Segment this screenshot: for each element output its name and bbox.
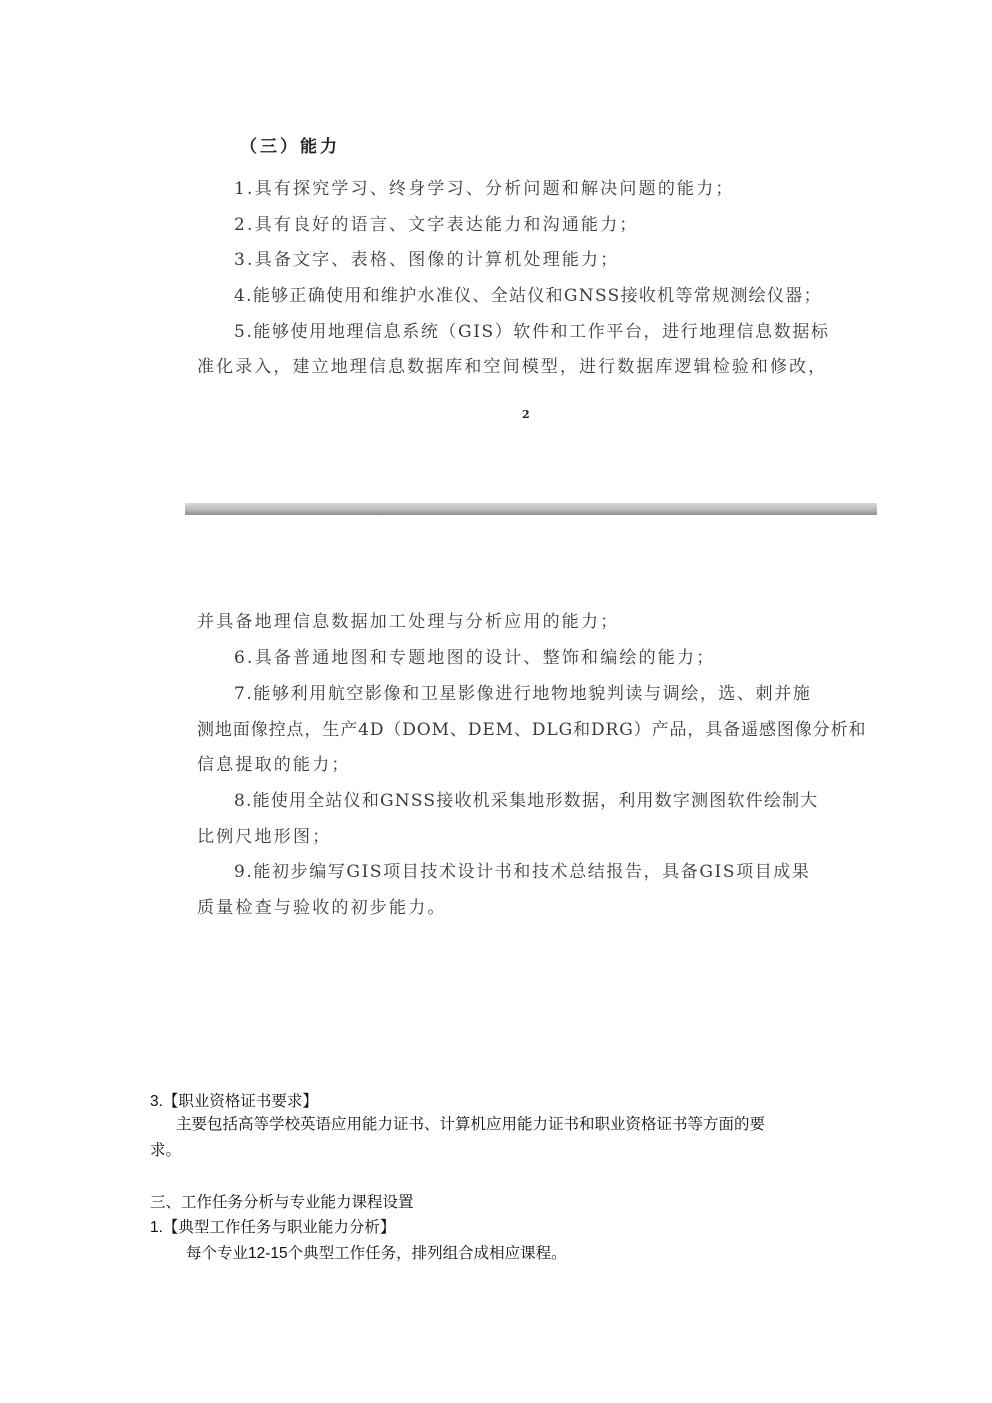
- ability-item-9-line-1: 9.能初步编写GIS项目技术设计书和技术总结报告，具备GIS项目成果: [234, 862, 811, 882]
- ability-item-5-line-2: 准化录入，建立地理信息数据库和空间模型，进行数据库逻辑检验和修改，: [197, 357, 828, 377]
- ability-item-9-line-2: 质量检查与验收的初步能力。: [197, 898, 447, 918]
- page-number: 2: [522, 408, 530, 421]
- ability-item-7-line-3: 信息提取的能力；: [197, 755, 351, 775]
- chapter-heading: 三、工作任务分析与专业能力课程设置: [150, 1194, 414, 1211]
- ability-item-5-line-3: 并具备地理信息数据加工处理与分析应用的能力；: [197, 612, 620, 632]
- ability-item-7-line-2: 测地面像控点，生产4D（DOM、DEM、DLG和DRG）产品，具备遥感图像分析和: [197, 720, 867, 740]
- ability-item-8-line-2: 比例尺地形图；: [197, 827, 332, 847]
- ability-item-7-line-1: 7.能够利用航空影像和卫星影像进行地物地貌判读与调绘，选、刺并施: [234, 684, 812, 704]
- ability-item-8-line-1: 8.能使用全站仪和GNSS接收机采集地形数据，利用数字测图软件绘制大: [234, 791, 819, 811]
- cert-requirements-body-line-2: 求。: [150, 1142, 182, 1159]
- ability-item-5-line-1: 5.能够使用地理信息系统（GIS）软件和工作平台，进行地理信息数据标: [234, 322, 830, 342]
- section-heading-ability: （三）能力: [240, 137, 340, 157]
- ability-item-2: 2.具有良好的语言、文字表达能力和沟通能力；: [234, 215, 639, 235]
- task-analysis-body: 每个专业12-15个典型工作任务，排列组合成相应课程。: [186, 1245, 567, 1262]
- ability-item-4: 4.能够正确使用和维护水准仪、全站仪和GNSS接收机等常规测绘仪器；: [234, 286, 822, 306]
- page-divider: [185, 503, 877, 515]
- ability-item-1: 1.具有探究学习、终身学习、分析问题和解决问题的能力；: [234, 179, 735, 199]
- cert-requirements-heading: 3.【职业资格证书要求】: [150, 1093, 318, 1110]
- ability-item-6: 6.具备普通地图和专题地图的设计、整饰和编绘的能力；: [234, 648, 716, 668]
- cert-requirements-body-line-1: 主要包括高等学校英语应用能力证书、计算机应用能力证书和职业资格证书等方面的要: [176, 1116, 766, 1133]
- ability-item-3: 3.具备文字、表格、图像的计算机处理能力；: [234, 250, 620, 270]
- task-analysis-heading: 1.【典型工作任务与职业能力分析】: [150, 1219, 396, 1236]
